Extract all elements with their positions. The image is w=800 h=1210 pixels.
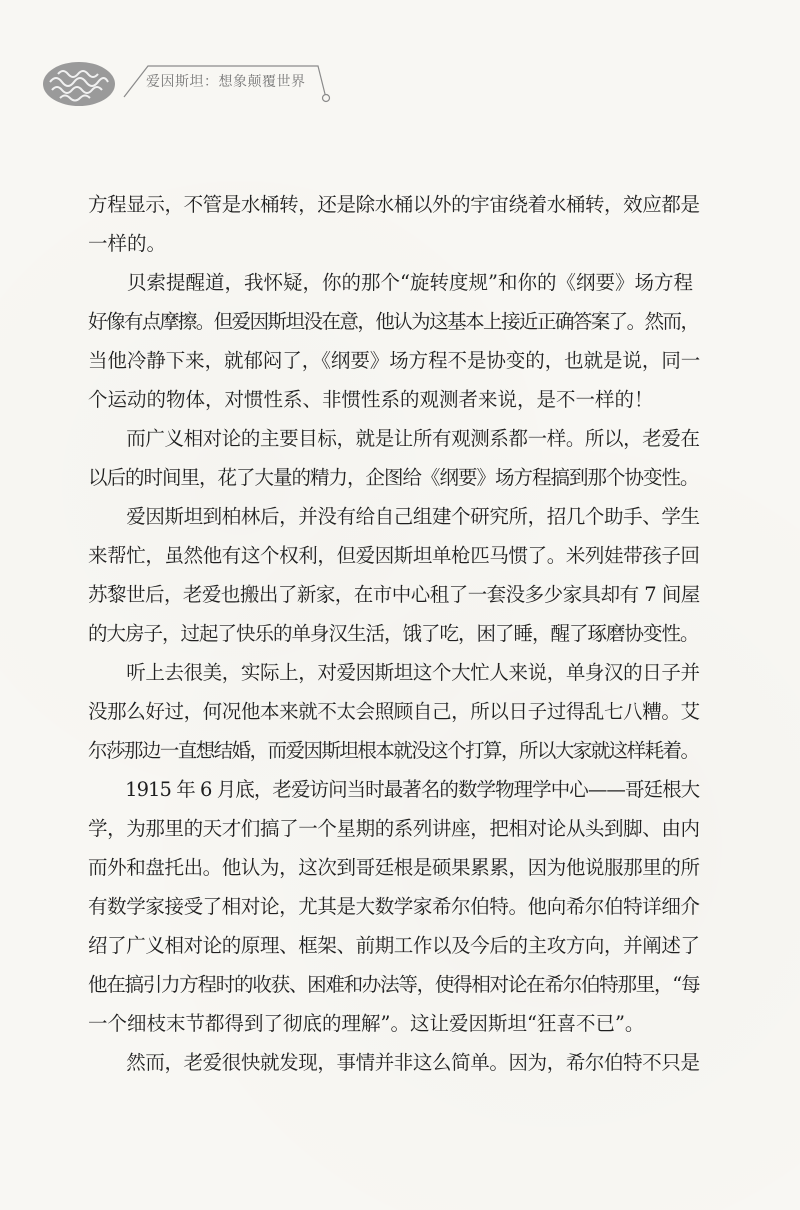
text-line: 贝索提醒道，我怀疑，你的那个“旋转度规”和你的《纲要》场方程 xyxy=(88,271,693,294)
text-line: 爱因斯坦到柏林后，并没有给自己组建个研究所，招几个助手、学生 xyxy=(88,505,700,528)
text-line: 来帮忙，虽然他有这个权利，但爱因斯坦单枪匹马惯了。米列娃带孩子回 xyxy=(88,544,700,567)
text-line: 以后的时间里，花了大量的精力，企图给《纲要》场方程搞到那个协变性。 xyxy=(88,466,699,489)
text-line: 尔莎那边一直想结婚，而爱因斯坦根本就没这个打算，所以大家就这样耗着。 xyxy=(88,739,699,762)
text-line: 好像有点摩擦。但爱因斯坦没在意，他认为这基本上接近正确答案了。然而， xyxy=(88,310,699,333)
text-line: 他在搞引力方程时的收获、困难和办法等，使得相对论在希尔伯特那里，“每 xyxy=(88,973,700,996)
page-header xyxy=(38,52,338,112)
text-line: 而外和盘托出。他认为，这次到哥廷根是硕果累累，因为他说服那里的所 xyxy=(88,856,700,879)
text-line: 一个细枝末节都得到了彻底的理解”。这让爱因斯坦“狂喜不已”。 xyxy=(88,1012,645,1035)
text-line: 1915 年 6 月底，老爱访问当时最著名的数学物理学中心——哥廷根大 xyxy=(88,778,700,801)
text-line: 方程显示，不管是水桶转，还是除水桶以外的宇宙绕着水桶转，效应都是 xyxy=(88,193,700,216)
text-line: 一样的。 xyxy=(88,232,167,255)
running-head: 爱因斯坦：想象颠覆世界 xyxy=(146,74,306,90)
text-line: 的大房子，过起了快乐的单身汉生活，饿了吃，困了睡，醒了琢磨协变性。 xyxy=(88,622,699,645)
text-line: 绍了广义相对论的原理、框架、前期工作以及今后的主攻方向，并阐述了 xyxy=(88,934,700,957)
text-line: 而广义相对论的主要目标，就是让所有观测系都一样。所以，老爱在 xyxy=(88,427,700,450)
text-line: 学，为那里的天才们搞了一个星期的系列讲座，把相对论从头到脚、由内 xyxy=(88,817,700,840)
text-line: 当他冷静下来，就郁闷了，《纲要》场方程不是协变的，也就是说，同一 xyxy=(88,349,701,372)
text-line: 听上去很美，实际上，对爱因斯坦这个大忙人来说，单身汉的日子并 xyxy=(88,661,700,684)
text-line: 个运动的物体，对惯性系、非惯性系的观测者来说，是不一样的！ xyxy=(88,388,654,411)
text-line: 苏黎世后，老爱也搬出了新家，在市中心租了一套没多少家具却有 7 间屋 xyxy=(88,583,700,606)
text-line: 然而，老爱很快就发现，事情并非这么简单。因为，希尔伯特不只是 xyxy=(88,1051,700,1074)
brain-icon xyxy=(38,52,120,112)
body-text xyxy=(88,185,700,1082)
text-line: 有数学家接受了相对论，尤其是大数学家希尔伯特。他向希尔伯特详细介 xyxy=(88,895,700,918)
text-line: 没那么好过，何况他本来就不太会照顾自己，所以日子过得乱七八糟。艾 xyxy=(88,700,700,723)
